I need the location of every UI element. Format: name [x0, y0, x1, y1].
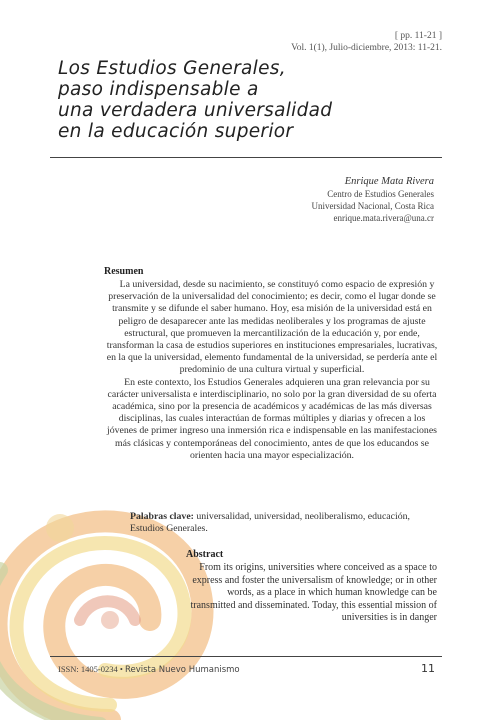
resumen-body — [104, 279, 440, 462]
title-line: una verdadera universalidad — [58, 100, 333, 121]
title-line: Los Estudios Generales, — [58, 58, 286, 79]
article-title — [58, 58, 438, 142]
volume-info: Vol. 1(1), Julio-diciembre, 2013: 11-21. — [291, 43, 442, 53]
author-name: Enrique Mata Rivera — [344, 176, 434, 187]
keywords-label: Palabras clave: — [130, 511, 194, 522]
page-range: [ pp. 11-21 ] — [394, 31, 442, 41]
resumen-paragraph: La universidad, desde su nacimiento, se constituyó como espacio de expresión y preservación de la universalidad del conocimiento; es decir, como el lugar donde se transmite y se difunde el saber humano. Hoy, esa misión de la universidad está en peligro de desaparecer ante las medidas neoliberales y los programas de ajuste estructural, que promueven la mercantilización de la educación y, por ende, transforman la casa de estudios superiores en instituciones empresariales, lucrativas, en la que la universidad, elemento fundamental de la universidad, se perdería ante el predominio de una cultura virtual y superficial. — [106, 279, 438, 376]
author-email[interactable]: enrique.mata.rivera@una.cr — [333, 213, 434, 223]
journal-name: Revista Nuevo Humanismo — [124, 665, 240, 675]
author-university: Universidad Nacional, Costa Rica — [311, 201, 434, 211]
title-line: paso indispensable a — [58, 79, 259, 100]
title-line: en la educación superior — [58, 121, 294, 142]
page-number: 11 — [421, 662, 435, 675]
keywords-block — [130, 511, 440, 536]
resumen-paragraph: En este contexto, los Estudios Generales adquieren una gran relevancia por su carácter universalista e interdisciplinario, no solo por la gran diversidad de su oferta académica, sino por la presencia de académicos y académicas de las más diversas disciplinas, las cuales interactúan de formas múltiples y diarias y ofrecen a los jóvenes de primer ingreso una inmersión rica e indispensable en las manifestaciones más clásicas y contemporáneas del conocimiento, antes de que los educandos se orienten hacia una mayor especialización. — [107, 376, 437, 461]
resumen-heading: Resumen — [104, 266, 144, 277]
footer-journal-info — [58, 664, 240, 675]
author-center: Centro de Estudios Generales — [327, 189, 434, 199]
title-divider — [50, 157, 442, 158]
footer-divider — [50, 656, 442, 657]
author-block — [312, 176, 434, 224]
abstract-heading: Abstract — [186, 549, 224, 560]
abstract-body: From its origins, universities where conceived as a space to express and foster the universalism of knowledge; or in other words, as a place in which human knowledge can be transmitted and disseminated. Today, this essential mission of universities is in danger — [190, 562, 437, 624]
keywords-text: universalidad, universidad, neoliberalismo, educación, Estudios Generales. — [130, 511, 410, 535]
issn: ISSN: 1405-0234 • — [58, 664, 123, 674]
